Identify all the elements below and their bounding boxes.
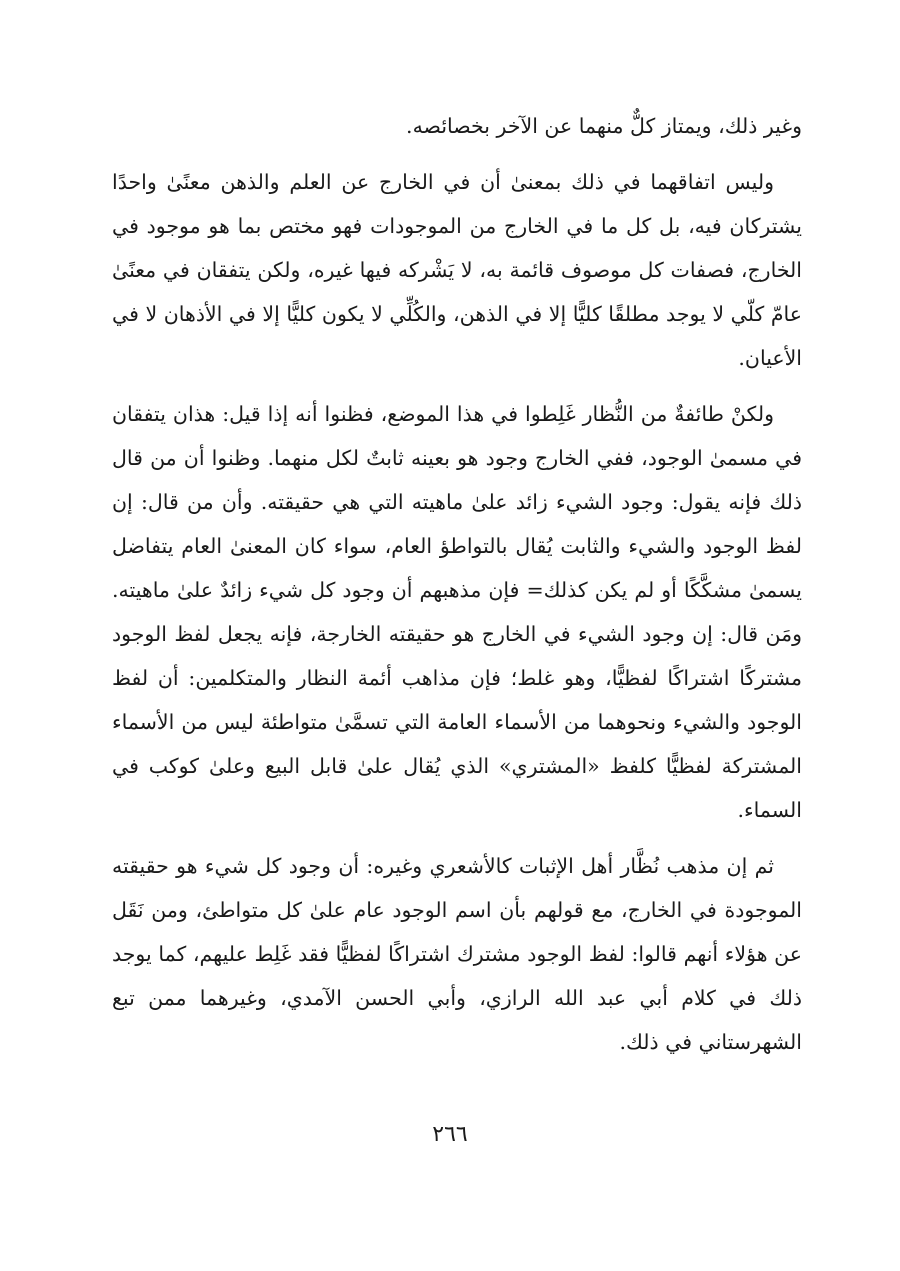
paragraph: ثم إن مذهب نُظَّار أهل الإثبات كالأشعري وغيره: أن وجود كل شيء هو حقيقته الموجودة في الخارج، مع قولهم بأن اسم الوجود عام علىٰ كل متواطئ، ومن نَقَل عن هؤلاء أنهم قالوا: لفظ الوجود مشترك اشتراكًا لفظيًّا فقد غَلِط عليهم، كما يوجد ذلك في كلام أبي عبد الله الرازي، وأبي الحسن الآمدي، وغيرهما ممن تبع الشهرستاني في ذلك. bbox=[112, 854, 802, 1054]
page-number: ٢٦٦ bbox=[432, 1122, 468, 1147]
paragraph-continuation: وغير ذلك، ويمتاز كلٌّ منهما عن الآخر بخصائصه. bbox=[406, 114, 802, 138]
body-text bbox=[112, 104, 802, 1064]
paragraph: ولكنْ طائفةٌ من النُّظار غَلِطوا في هذا الموضع، فظنوا أنه إذا قيل: هذان يتفقان في مسمىٰ الوجود، ففي الخارج وجود هو بعينه ثابتٌ لكل منهما. وظنوا أن من قال ذلك فإنه يقول: وجود الشيء زائد علىٰ ماهيته التي هي حقيقته. وأن من قال: إن لفظ الوجود والشيء والثابت يُقال بالتواطؤ العام، سواء كان المعنىٰ العام يتفاضل يسمىٰ مشكَّكًا أو لم يكن كذلك= فإن مذهبهم أن وجود كل شيء زائدٌ علىٰ ماهيته. ومَن قال: إن وجود الشيء في الخارج هو حقيقته الخارجة، فإنه يجعل لفظ الوجود مشتركًا اشتراكًا لفظيًّا، وهو غلط؛ فإن مذاهب أئمة النظار والمتكلمين: أن لفظ الوجود والشيء ونحوهما من الأسماء العامة التي تسمَّىٰ متواطئة ليس من الأسماء المشتركة لفظيًّا كلفظ «المشتري» الذي يُقال علىٰ قابل البيع وعلىٰ كوكب في السماء. bbox=[112, 402, 802, 822]
paragraph: وليس اتفاقهما في ذلك بمعنىٰ أن في الخارج عن العلم والذهن معنًىٰ واحدًا يشتركان فيه، بل كل ما في الخارج من الموجودات فهو مختص بما هو موجود في الخارج، فصفات كل موصوف قائمة به، لا يَشْركه فيها غيره، ولكن يتفقان في معنًىٰ عامّ كلّي لا يوجد مطلقًا كليًّا إلا في الذهن، والكُلِّي لا يكون كليًّا إلا في الأذهان لا في الأعيان. bbox=[112, 170, 802, 370]
